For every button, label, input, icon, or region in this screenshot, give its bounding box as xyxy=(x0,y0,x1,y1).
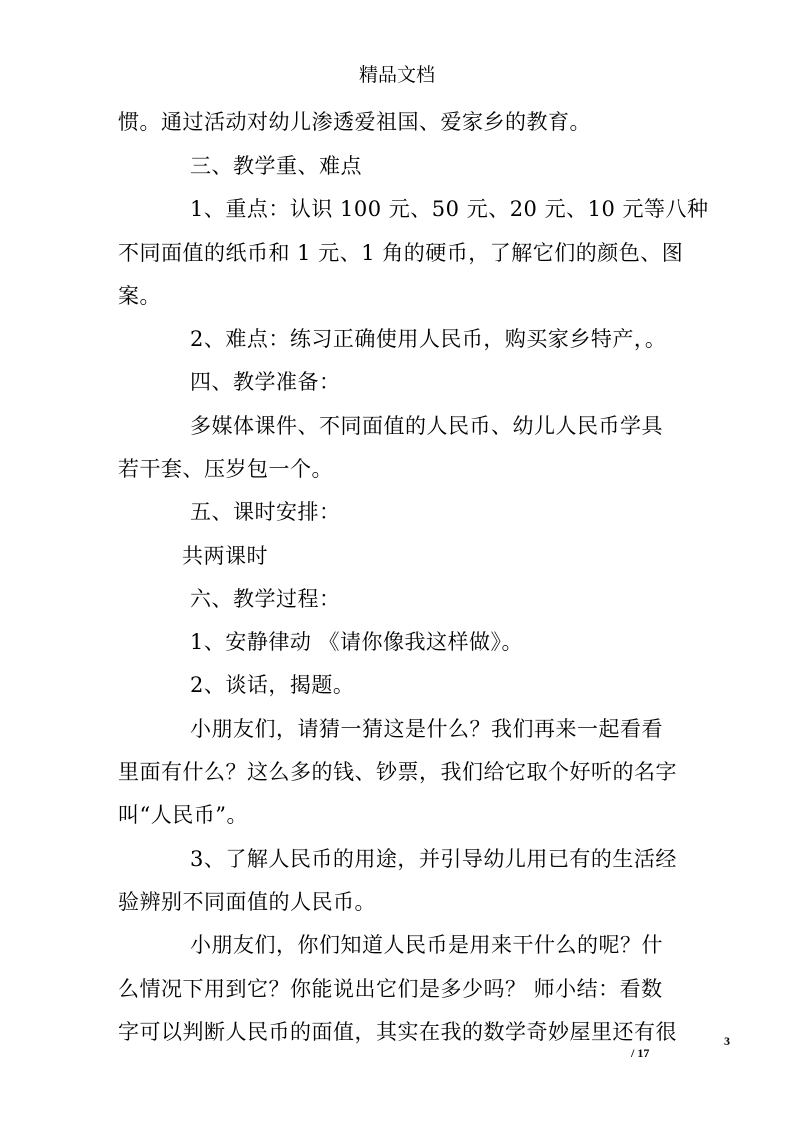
body-line: 共两课时 xyxy=(182,544,268,568)
section-heading: 四、教学准备： xyxy=(190,370,341,394)
body-line: 案。 xyxy=(118,284,161,308)
section-heading: 六、教学过程： xyxy=(190,587,341,611)
body-line: 字可以判断人民币的面值，其实在我的数学奇妙屋里还有很 xyxy=(118,1020,677,1044)
body-line: 小朋友们，请猜一猜这是什么？我们再来一起看看 xyxy=(190,717,663,741)
body-line: 多媒体课件、不同面值的人民币、幼儿人民币学具 xyxy=(190,414,663,438)
body-line: 惯。通过活动对幼儿渗透爱祖国、爱家乡的教育。 xyxy=(118,110,591,134)
body-line: 若干套、压岁包一个。 xyxy=(118,457,333,481)
body-line: 小朋友们，你们知道人民币是用来干什么的呢？什 xyxy=(190,933,663,957)
body-line: 叫“人民币”。 xyxy=(118,803,248,827)
page-number: 3 xyxy=(724,1034,730,1048)
body-line: 2、难点：练习正确使用人民币，购买家乡特产，。 xyxy=(190,327,667,351)
body-line: 2、谈话，揭题。 xyxy=(190,673,355,697)
page-total: / 17 xyxy=(631,1046,650,1060)
body-line: 1、重点：认识 100 元、50 元、20 元、10 元等八种 xyxy=(190,197,709,221)
body-line: 验辨别不同面值的人民币。 xyxy=(118,890,376,914)
body-line: 1、安静律动 《请你像我这样做》。 xyxy=(190,630,524,654)
body-line: 不同面值的纸币和 1 元、1 角的硬币，了解它们的颜色、图 xyxy=(118,241,684,265)
body-line: 里面有什么？这么多的钱、钞票，我们给它取个好听的名字 xyxy=(118,760,677,784)
section-heading: 三、教学重、难点 xyxy=(190,154,362,178)
body-line: 3、了解人民币的用途，并引导幼儿用已有的生活经 xyxy=(190,847,677,871)
section-heading: 五、课时安排： xyxy=(190,500,341,524)
page-header-title: 精品文档 xyxy=(358,64,435,86)
body-line: 么情况下用到它？你能说出它们是多少吗？ 师小结：看数 xyxy=(118,977,663,1001)
